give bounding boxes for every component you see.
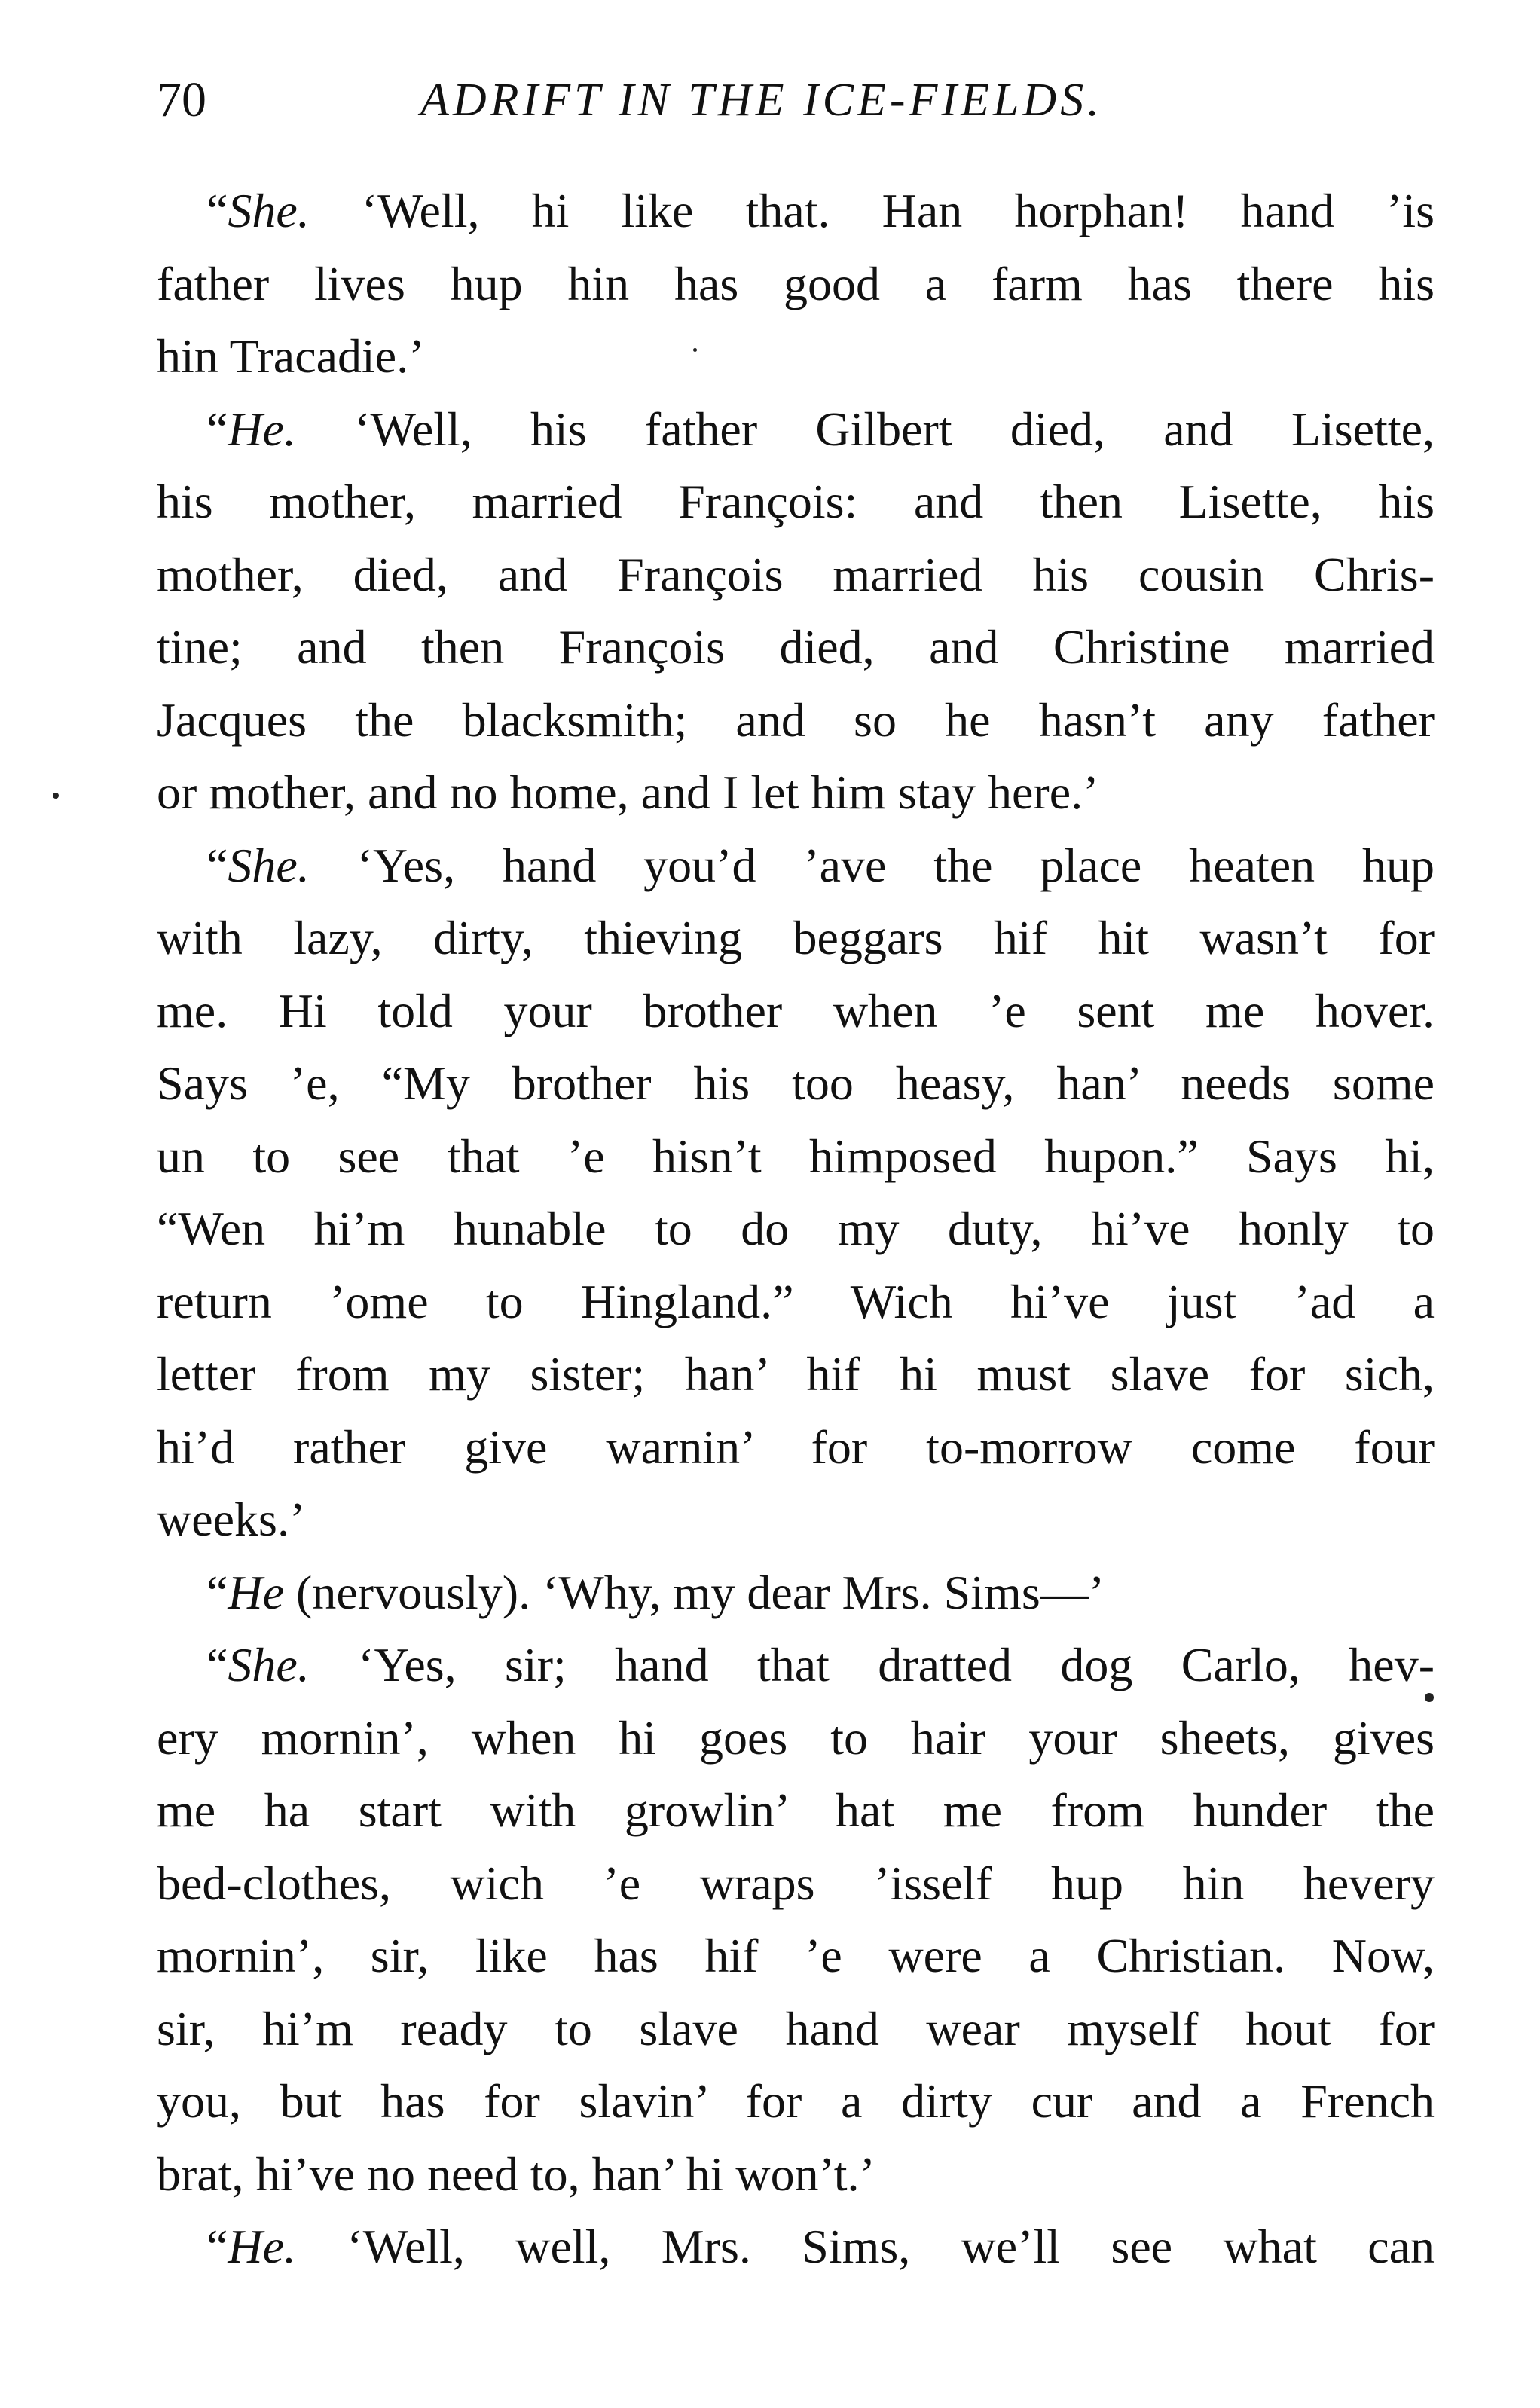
text-line: bed-clothes, wich ’e wraps ’isself hup hin hevery (157, 1856, 1435, 1910)
text-line: with lazy, dirty, thieving beggars hif hit wasn’t for (157, 911, 1435, 964)
line-text: ‘Well, hi like that. Han horphan! hand ’is (309, 184, 1435, 237)
text-line: me. Hi told your brother when ’e sent me hover. (157, 983, 1435, 1037)
page-header (157, 66, 1438, 134)
ink-speck (693, 348, 697, 352)
running-title: ADRIFT IN THE ICE-FIELDS. (420, 75, 1103, 126)
text-line: tine; and then François died, and Christine married (157, 620, 1435, 674)
line-text: ‘Well, his father Gilbert died, and Lisette, (296, 402, 1435, 456)
speaker-label: She. (228, 184, 310, 237)
text-line: me ha start with growlin’ hat me from hunder the (157, 1783, 1435, 1837)
text-line: Says ’e, “My brother his too heasy, han’ needs some (157, 1056, 1435, 1110)
line-text: (nervously). ‘Why, my dear Mrs. Sims—’ (284, 1565, 1105, 1619)
text-line (157, 1629, 1435, 1702)
speaker-label: He. (228, 2220, 297, 2273)
text-line: mother, died, and François married his cousin Chris- (157, 547, 1435, 601)
text-line: hin Tracadie.’ (157, 329, 425, 383)
text-line (157, 830, 1435, 903)
page-number: 70 (157, 72, 206, 127)
text-line: hi’d rather give warnin’ for to-morrow come four (157, 1419, 1435, 1474)
line-text: ‘Yes, sir; hand that dratted dog Carlo, hev- (309, 1638, 1435, 1691)
text-line: weeks.’ (157, 1493, 306, 1546)
open-quote: “ (206, 2220, 228, 2273)
text-line: return ’ome to Hingland.” Wich hi’ve just ’ad a (157, 1274, 1435, 1328)
line-text: ‘Well, well, Mrs. Sims, we’ll see what can (296, 2220, 1435, 2273)
line-text: ‘Yes, hand you’d ’ave the place heaten hup (309, 838, 1435, 892)
open-quote: “ (206, 1638, 228, 1691)
text-line: Jacques the blacksmith; and so he hasn’t any father (157, 692, 1435, 747)
text-line (157, 393, 1435, 466)
ink-speck (1425, 1693, 1434, 1702)
open-quote: “ (206, 402, 228, 456)
text-line: you, but has for slavin’ for a dirty cur and a French (157, 2074, 1435, 2128)
speaker-label: She. (228, 838, 310, 892)
ink-speck (53, 793, 59, 799)
text-line: ery mornin’, when hi goes to hair your sheets, gives (157, 1710, 1435, 1765)
text-line (157, 2211, 1435, 2284)
text-line: brat, hi’ve no need to, han’ hi won’t.’ (157, 2147, 875, 2201)
text-line: or mother, and no home, and I let him stay here.’ (157, 765, 1099, 819)
body-text (157, 175, 1435, 2284)
text-line: “Wen hi’m hunable to do my duty, hi’ve honly to (157, 1202, 1435, 1255)
text-line: his mother, married François: and then Lisette, his (157, 475, 1435, 528)
text-line (157, 175, 1435, 248)
text-line: letter from my sister; han’ hif hi must slave for sich, (157, 1347, 1435, 1401)
speaker-label: He (228, 1565, 285, 1619)
open-quote: “ (206, 184, 228, 237)
speaker-label: She. (228, 1638, 310, 1691)
text-line: un to see that ’e hisn’t himposed hupon.” Says hi, (157, 1129, 1435, 1183)
open-quote: “ (206, 838, 228, 892)
speaker-label: He. (228, 402, 297, 456)
open-quote: “ (206, 1565, 228, 1619)
text-line (157, 1557, 1435, 1630)
text-line: mornin’, sir, like has hif ’e were a Christian. Now, (157, 1929, 1435, 1982)
text-line: sir, hi’m ready to slave hand wear myself hout for (157, 2001, 1435, 2055)
text-line: father lives hup hin has good a farm has there his (157, 256, 1435, 310)
